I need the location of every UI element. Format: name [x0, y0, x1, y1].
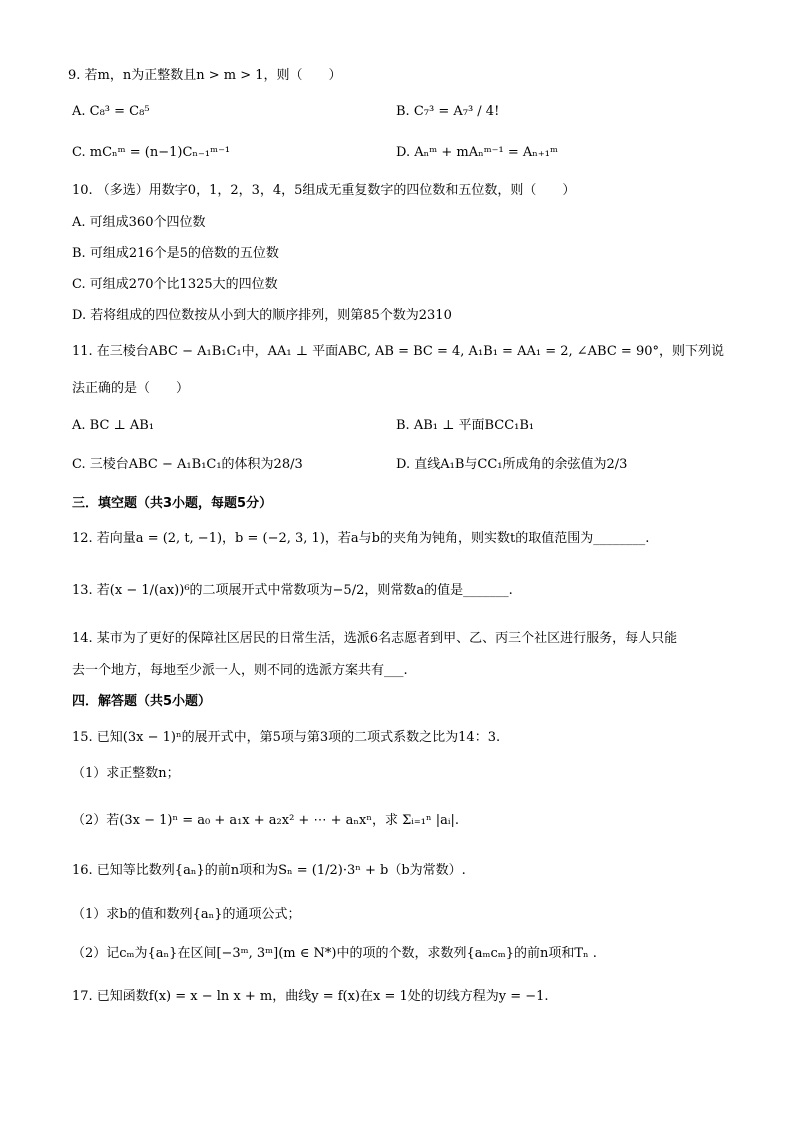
q10-stem: 10. （多选）用数字0，1，2，3，4，5组成无重复数字的四位数和五位数，则（ ）	[72, 183, 576, 198]
q9-option-a: A. C₈³ = C₈⁵	[72, 104, 150, 119]
q10-option-d: D. 若将组成的四位数按从小到大的顺序排列，则第85个数为2310	[72, 308, 452, 323]
q14-line1: 14. 某市为了更好的保障社区居民的日常生活，选派6名志愿者到甲、乙、丙三个社区进行服务，每人只能	[72, 631, 678, 646]
q11-option-b: B. AB₁ ⊥ 平面BCC₁B₁	[396, 418, 535, 433]
q16-stem: 16. 已知等比数列{aₙ}的前n项和为Sₙ = (1/2)·3ⁿ + b（b为常数）.	[72, 863, 466, 878]
q13-text: 13. 若(x − 1/(ax))⁶的二项展开式中常数项为−5/2，则常数a的值是_______.	[72, 583, 513, 598]
q9-option-c: C. mCₙᵐ = (n−1)Cₙ₋₁ᵐ⁻¹	[72, 145, 231, 160]
q11-stem-line1: 11. 在三棱台ABC − A₁B₁C₁中，AA₁ ⊥ 平面ABC, AB = BC = 4, A₁B₁ = AA₁ = 2, ∠ABC = 90°，则下列说	[72, 344, 724, 359]
q10-option-c: C. 可组成270个比1325大的四位数	[72, 277, 278, 292]
q11-stem-line2: 法正确的是（ ）	[72, 381, 190, 396]
section-3-heading: 三．填空题（共3小题，每题5分）	[72, 496, 273, 511]
q16-part1: （1）求b的值和数列{aₙ}的通项公式；	[72, 907, 301, 922]
q17-text: 17. 已知函数f(x) = x − ln x + m，曲线y = f(x)在x = 1处的切线方程为y = −1.	[72, 989, 549, 1004]
q9-stem: 9. 若m，n为正整数且n > m > 1，则（ ）	[68, 68, 342, 83]
q10-option-a: A. 可组成360个四位数	[72, 215, 206, 230]
q15-stem: 15. 已知(3x − 1)ⁿ的展开式中，第5项与第3项的二项式系数之比为14：3.	[72, 730, 501, 745]
q14-line2: 去一个地方，每地至少派一人，则不同的选派方案共有___.	[72, 663, 408, 678]
q15-part2: （2）若(3x − 1)ⁿ = a₀ + a₁x + a₂x² + ⋯ + aₙxⁿ，求 Σᵢ₌₁ⁿ |aᵢ|.	[72, 813, 459, 828]
q11-option-a: A. BC ⊥ AB₁	[72, 418, 155, 433]
q9-option-d: D. Aₙᵐ + mAₙᵐ⁻¹ = Aₙ₊₁ᵐ	[396, 145, 558, 160]
q12-text: 12. 若向量a = (2, t, −1)，b = (−2, 3, 1)，若a与b的夹角为钝角，则实数t的取值范围为________.	[72, 531, 650, 546]
q10-option-b: B. 可组成216个是5的倍数的五位数	[72, 246, 279, 261]
q11-option-c: C. 三棱台ABC − A₁B₁C₁的体积为28/3	[72, 457, 303, 472]
q11-option-d: D. 直线A₁B与CC₁所成角的余弦值为2/3	[396, 457, 628, 472]
section-4-heading: 四．解答题（共5小题）	[72, 694, 212, 709]
q9-option-b: B. C₇³ = A₇³ / 4!	[396, 104, 500, 119]
q15-part1: （1）求正整数n；	[72, 766, 180, 781]
q16-part2: （2）记cₘ为{aₙ}在区间[−3ᵐ, 3ᵐ](m ∈ N*)中的项的个数，求数列{aₘcₘ}的前n项和Tₙ .	[72, 946, 597, 961]
